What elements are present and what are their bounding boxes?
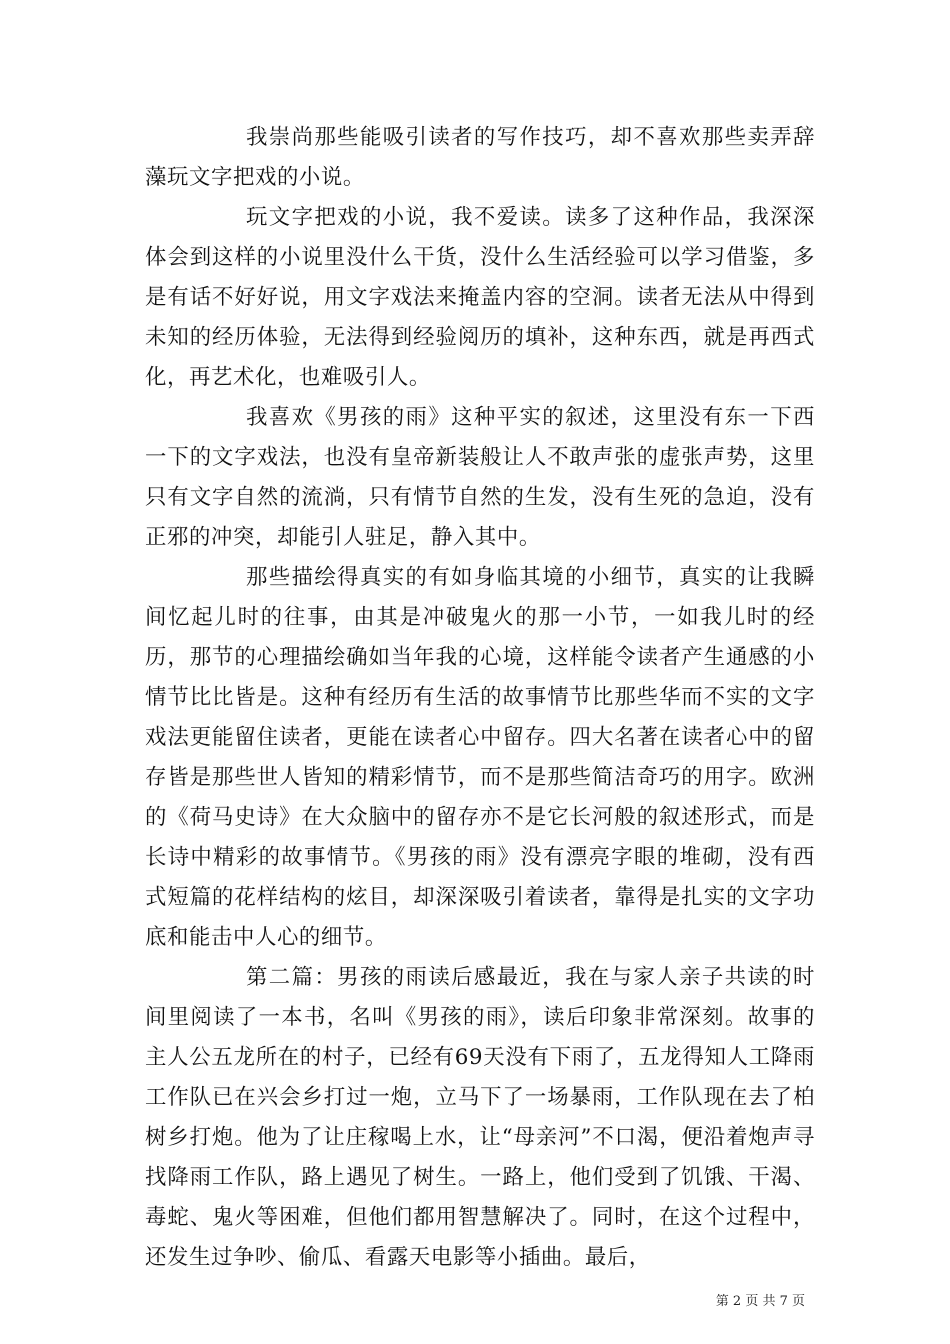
paragraph-2: 玩文字把戏的小说，我不爱读。读多了这种作品，我深深体会到这样的小说里没什么干货，没什么生活经验可以学习借鉴，多是有话不好好说，用文字戏法来掩盖内容的空洞。读者无法从中得到未知的经历体验，无法得到经验阅历的填补，这种东西，就是再西式化，再艺术化，也难吸引人。 — [145, 205, 815, 390]
paragraph-4: 那些描绘得真实的有如身临其境的小细节，真实的让我瞬间忆起儿时的往事，由其是冲破鬼火的那一小节，一如我儿时的经历，那节的心理描绘确如当年我的心境，这样能令读者产生通感的小情节比比皆是。这种有经历有生活的故事情节比那些华而不实的文字戏法更能留住读者，更能在读者心中留存。四大名著在读者心中的留存皆是那些世人皆知的精彩情节，而不是那些简洁奇巧的用字。欧洲的《荷马史诗》在大众脑中的留存亦不是它长河般的叙述形式，而是长诗中精彩的故事情节。《男孩的雨》没有漂亮字眼的堆砌，没有西式短篇的花样结构的炫目，却深深吸引着读者，靠得是扎实的文字功底和能击中人心的细节。 — [145, 565, 815, 950]
document-body — [145, 118, 815, 1278]
page-number-footer: 第 2 页 共 7 页 — [715, 1294, 805, 1309]
paragraph-3: 我喜欢《男孩的雨》这种平实的叙述，这里没有东一下西一下的文字戏法，也没有皇帝新装般让人不敢声张的虚张声势，这里只有文字自然的流淌，只有情节自然的生发，没有生死的急迫，没有正邪的冲突，却能引人驻足，静入其中。 — [145, 405, 815, 550]
paragraph-5: 第二篇：男孩的雨读后感最近，我在与家人亲子共读的时间里阅读了一本书，名叫《男孩的雨》，读后印象非常深刻。故事的主人公五龙所在的村子，已经有69天没有下雨了，五龙得知人工降雨工作队已在兴会乡打过一炮，立马下了一场暴雨，工作队现在去了柏树乡打炮。他为了让庄稼喝上水，让“母亲河”不口渴，便沿着炮声寻找降雨工作队，路上遇见了树生。一路上，他们受到了饥饿、干渴、毒蛇、鬼火等困难，但他们都用智慧解决了。同时，在这个过程中，还发生过争吵、偷瓜、看露天电影等小插曲。最后， — [145, 965, 815, 1270]
paragraph-1: 我崇尚那些能吸引读者的写作技巧，却不喜欢那些卖弄辞藻玩文字把戏的小说。 — [145, 125, 815, 190]
